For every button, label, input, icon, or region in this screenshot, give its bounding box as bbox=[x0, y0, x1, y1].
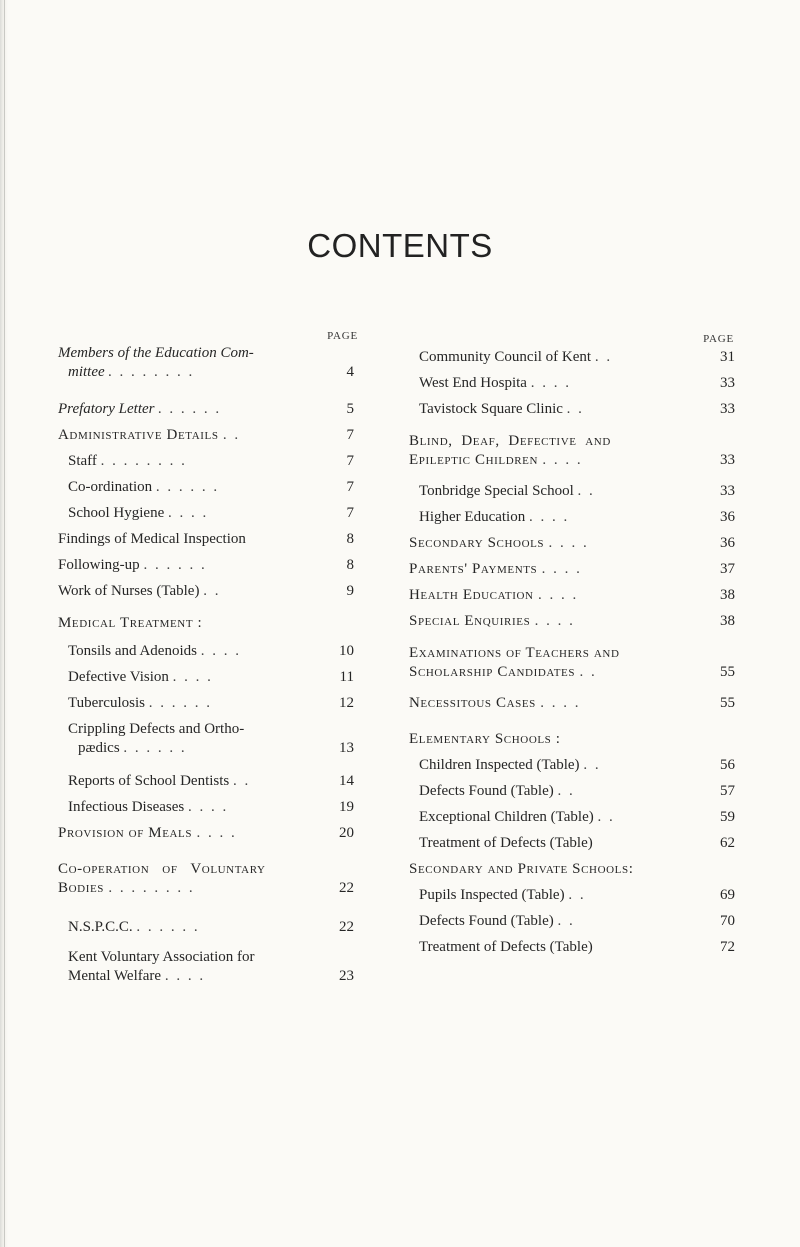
entry-page-number: 59 bbox=[720, 809, 735, 825]
entry-page-number: 12 bbox=[339, 695, 354, 711]
entry-page-number: 33 bbox=[720, 401, 735, 417]
toc-entry-tonsils-adenoids[interactable] bbox=[58, 642, 358, 661]
entry-title-cont: Epileptic Children . . . . bbox=[409, 452, 583, 468]
entry-page-number: 10 bbox=[339, 643, 354, 659]
toc-entry-secondary-schools[interactable] bbox=[409, 534, 736, 553]
entry-page-number: 7 bbox=[346, 453, 354, 469]
entry-title: School Hygiene . . . . bbox=[68, 505, 209, 521]
entry-title: Parents' Payments . . . . bbox=[409, 561, 582, 577]
entry-page-number: 22 bbox=[339, 880, 354, 896]
toc-entry-parents-payments[interactable] bbox=[409, 560, 736, 579]
entry-page-number: 36 bbox=[720, 535, 735, 551]
entry-page-number: 72 bbox=[720, 939, 735, 955]
entry-title: Treatment of Defects (Table) bbox=[419, 939, 593, 955]
toc-entry-infectious-diseases[interactable] bbox=[58, 798, 358, 817]
entry-page-number: 70 bbox=[720, 913, 735, 929]
entry-page-number: 8 bbox=[346, 531, 354, 547]
entry-page-number: 8 bbox=[346, 557, 354, 573]
entry-title: Examinations of Teachers and bbox=[409, 645, 620, 661]
entry-page-number: 62 bbox=[720, 835, 735, 851]
entry-title-cont: mittee . . . . . . . . bbox=[68, 364, 195, 380]
entry-title: West End Hospita . . . . bbox=[419, 375, 571, 391]
toc-entry-nspcc[interactable] bbox=[58, 918, 358, 937]
toc-entry-blind-deaf-defective[interactable] bbox=[409, 432, 736, 470]
entry-page-number: 38 bbox=[720, 587, 735, 603]
entry-page-number: 69 bbox=[720, 887, 735, 903]
entry-page-number: 11 bbox=[339, 669, 354, 685]
toc-entry-kent-voluntary-association[interactable] bbox=[58, 948, 358, 986]
entry-title: Provision of Meals . . . . bbox=[58, 825, 237, 841]
entry-page-number: 57 bbox=[720, 783, 735, 799]
entry-title: Reports of School Dentists . . bbox=[68, 773, 251, 789]
page-column-header: PAGE bbox=[327, 330, 358, 342]
entry-title-cont: pædics . . . . . . bbox=[78, 740, 187, 756]
toc-entry-school-dentists[interactable] bbox=[58, 772, 358, 791]
entry-page-number: 22 bbox=[339, 919, 354, 935]
entry-title: Health Education . . . . bbox=[409, 587, 579, 603]
toc-entry-administrative-details[interactable] bbox=[58, 426, 358, 445]
entry-title: Community Council of Kent . . bbox=[419, 349, 613, 365]
toc-entry-following-up[interactable] bbox=[58, 556, 358, 575]
entry-page-number: 33 bbox=[720, 452, 735, 468]
entry-title: Defects Found (Table) . . bbox=[419, 913, 575, 929]
toc-entry-tavistock-clinic[interactable] bbox=[409, 400, 736, 419]
entry-title: Exceptional Children (Table) . . bbox=[419, 809, 615, 825]
toc-entry-west-end-hospital[interactable] bbox=[409, 374, 736, 393]
entry-title: Defects Found (Table) . . bbox=[419, 783, 575, 799]
section-heading: Elementary Schools : bbox=[409, 731, 561, 747]
toc-entry-special-enquiries[interactable] bbox=[409, 612, 736, 631]
toc-section-secondary-private-schools[interactable] bbox=[409, 860, 736, 879]
entry-title: Co-operation of Voluntary bbox=[58, 861, 266, 877]
toc-entry-staff[interactable] bbox=[58, 452, 358, 471]
entry-page-number: 33 bbox=[720, 483, 735, 499]
entry-page-number: 19 bbox=[339, 799, 354, 815]
entry-title: Infectious Diseases . . . . bbox=[68, 799, 229, 815]
entry-title: Tavistock Square Clinic . . bbox=[419, 401, 584, 417]
entry-title: Staff . . . . . . . . bbox=[68, 453, 187, 469]
toc-entry-defects-found-secondary[interactable] bbox=[409, 912, 736, 931]
entry-title: Tonbridge Special School . . bbox=[419, 483, 595, 499]
entry-page-number: 13 bbox=[339, 740, 354, 756]
entry-title: Kent Voluntary Association for bbox=[68, 949, 255, 965]
entry-title: Secondary Schools . . . . bbox=[409, 535, 589, 551]
toc-entry-work-of-nurses[interactable] bbox=[58, 582, 358, 601]
toc-entry-prefatory-letter[interactable] bbox=[58, 400, 358, 419]
entry-title-cont: Bodies . . . . . . . . bbox=[58, 880, 195, 896]
toc-section-elementary-schools[interactable] bbox=[409, 730, 736, 749]
toc-entry-community-council[interactable] bbox=[409, 348, 736, 367]
entry-title: Findings of Medical Inspection bbox=[58, 531, 246, 547]
entry-title: Following-up . . . . . . bbox=[58, 557, 207, 573]
toc-entry-pupils-inspected[interactable] bbox=[409, 886, 736, 905]
entry-page-number: 7 bbox=[346, 479, 354, 495]
entry-title: Special Enquiries . . . . bbox=[409, 613, 575, 629]
toc-entry-treatment-defects-secondary[interactable] bbox=[409, 938, 736, 957]
entry-page-number: 55 bbox=[720, 664, 735, 680]
entry-title: Treatment of Defects (Table) bbox=[419, 835, 593, 851]
toc-entry-findings-medical-inspection[interactable] bbox=[58, 530, 358, 549]
entry-title: Blind, Deaf, Defective and bbox=[409, 433, 611, 449]
toc-entry-exceptional-children[interactable] bbox=[409, 808, 736, 827]
toc-entry-crippling-defects[interactable] bbox=[58, 720, 358, 758]
toc-entry-higher-education[interactable] bbox=[409, 508, 736, 527]
entry-page-number: 5 bbox=[346, 401, 354, 417]
entry-title: Pupils Inspected (Table) . . bbox=[419, 887, 586, 903]
entry-page-number: 20 bbox=[339, 825, 354, 841]
toc-entry-provision-of-meals[interactable] bbox=[58, 824, 358, 843]
entry-title: Defective Vision . . . . bbox=[68, 669, 213, 685]
section-heading: Medical Treatment : bbox=[58, 615, 203, 631]
entry-page-number: 4 bbox=[346, 364, 354, 380]
toc-entry-defective-vision[interactable] bbox=[58, 668, 358, 687]
entry-title-cont: Mental Welfare . . . . bbox=[68, 968, 206, 984]
entry-title: N.S.P.C.C. . . . . . . bbox=[68, 919, 200, 935]
toc-entry-members-committee[interactable] bbox=[58, 344, 358, 382]
entry-page-number: 7 bbox=[346, 505, 354, 521]
entry-page-number: 31 bbox=[720, 349, 735, 365]
entry-page-number: 38 bbox=[720, 613, 735, 629]
entry-page-number: 56 bbox=[720, 757, 735, 773]
entry-page-number: 36 bbox=[720, 509, 735, 525]
toc-entry-children-inspected[interactable] bbox=[409, 756, 736, 775]
page-title: CONTENTS bbox=[307, 227, 493, 264]
entry-title: Prefatory Letter . . . . . . bbox=[58, 401, 222, 417]
page-column-header: PAGE bbox=[703, 333, 734, 345]
entry-title-cont: Scholarship Candidates . . bbox=[409, 664, 597, 680]
toc-entry-defects-found-elementary[interactable] bbox=[409, 782, 736, 801]
toc-section-medical-treatment[interactable] bbox=[58, 614, 358, 633]
entry-title: Administrative Details . . bbox=[58, 427, 241, 443]
toc-entry-health-education[interactable] bbox=[409, 586, 736, 605]
toc-entry-tonbridge-special-school[interactable] bbox=[409, 482, 736, 501]
entry-page-number: 7 bbox=[346, 427, 354, 443]
toc-entry-voluntary-bodies[interactable] bbox=[58, 860, 358, 898]
entry-page-number: 9 bbox=[346, 583, 354, 599]
entry-page-number: 14 bbox=[339, 773, 354, 789]
entry-title: Crippling Defects and Ortho- bbox=[68, 721, 245, 737]
toc-entry-necessitous-cases[interactable] bbox=[409, 694, 736, 713]
toc-entry-examinations-teachers[interactable] bbox=[409, 644, 736, 682]
entry-page-number: 23 bbox=[339, 968, 354, 984]
binding-line bbox=[4, 0, 5, 1247]
entry-title: Tonsils and Adenoids . . . . bbox=[68, 643, 241, 659]
entry-page-number: 33 bbox=[720, 375, 735, 391]
entry-title: Children Inspected (Table) . . bbox=[419, 757, 601, 773]
entry-title: Tuberculosis . . . . . . bbox=[68, 695, 212, 711]
entry-title: Co-ordination . . . . . . bbox=[68, 479, 220, 495]
entry-title: Higher Education . . . . bbox=[419, 509, 570, 525]
entry-title: Members of the Education Com- bbox=[58, 345, 254, 361]
entry-title: Necessitous Cases . . . . bbox=[409, 695, 581, 711]
section-heading: Secondary and Private Schools: bbox=[409, 861, 634, 877]
entry-page-number: 55 bbox=[720, 695, 735, 711]
entry-page-number: 37 bbox=[720, 561, 735, 577]
toc-entry-co-ordination[interactable] bbox=[58, 478, 358, 497]
toc-entry-tuberculosis[interactable] bbox=[58, 694, 358, 713]
toc-entry-treatment-defects-elementary[interactable] bbox=[409, 834, 736, 853]
toc-entry-school-hygiene[interactable] bbox=[58, 504, 358, 523]
entry-title: Work of Nurses (Table) . . bbox=[58, 583, 221, 599]
